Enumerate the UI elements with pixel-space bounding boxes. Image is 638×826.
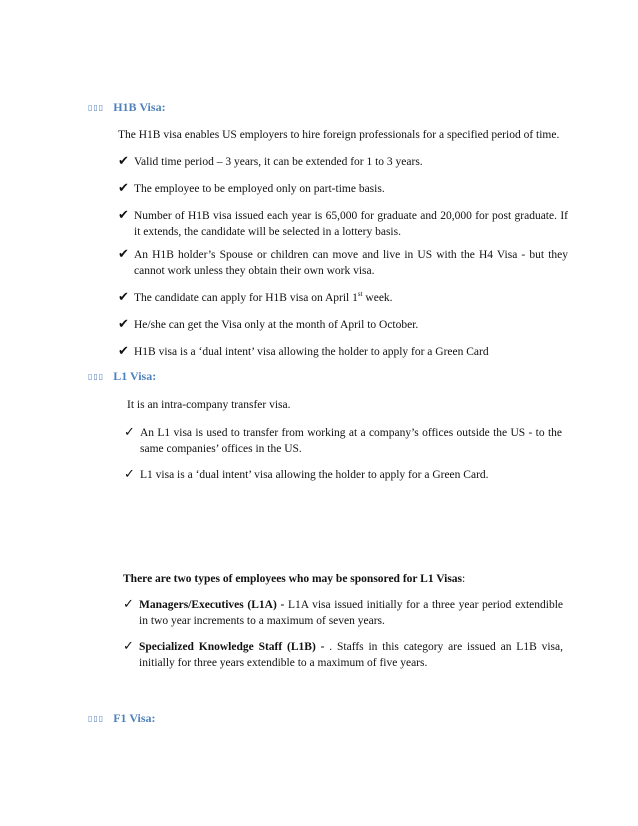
- check-icon: ✔: [118, 154, 129, 169]
- list-item: ✔ The candidate can apply for H1B visa on April 1st week.: [118, 290, 393, 305]
- l1-intro: It is an intra-company transfer visa.: [127, 399, 291, 411]
- list-item: ✔ Number of H1B visa issued each year is 65,000 for graduate and 20,000 for post graduate. If it extends, the candidate will be selected in a lottery basis.: [118, 208, 568, 238]
- list-item: ✔ The employee to be employed only on part-time basis.: [118, 181, 385, 196]
- h1b-title: H1B Visa:: [113, 100, 166, 114]
- heading-marker-icon: ▯▯▯: [88, 103, 105, 112]
- l1-heading: [88, 369, 156, 384]
- list-item: ✓ Specialized Knowledge Staff (L1B) - . Staffs in this category are issued an L1B visa, initially for three years extendible to a maximum of five years.: [123, 639, 563, 669]
- heading-marker-icon: ▯▯▯: [88, 372, 105, 381]
- list-item: ✓ Managers/Executives (L1A) - L1A visa issued initially for a three year period extendible in two year increments to a maximum of seven years.: [123, 597, 563, 627]
- list-item: ✓ An L1 visa is used to transfer from working at a company’s offices outside the US - to the same companies’ offices in the US.: [124, 425, 562, 455]
- list-item: ✔ An H1B holder’s Spouse or children can move and live in US with the H4 Visa - but they cannot work unless they obtain their own work visa.: [118, 247, 568, 277]
- l1-types-heading: There are two types of employees who may be sponsored for L1 Visas:: [123, 573, 466, 585]
- h1b-heading: [88, 100, 166, 115]
- check-icon: ✔: [118, 344, 129, 359]
- check-icon: ✓: [123, 597, 134, 612]
- list-item: ✔ H1B visa is a ‘dual intent’ visa allowing the holder to apply for a Green Card: [118, 344, 489, 359]
- check-icon: ✔: [118, 181, 129, 196]
- f1-heading: [88, 711, 156, 726]
- check-icon: ✓: [124, 425, 135, 440]
- h1b-intro: The H1B visa enables US employers to hire foreign professionals for a specified period of time.: [118, 129, 560, 141]
- list-item: ✓ L1 visa is a ‘dual intent’ visa allowing the holder to apply for a Green Card.: [124, 467, 489, 482]
- l1-title: L1 Visa:: [113, 369, 157, 383]
- heading-marker-icon: ▯▯▯: [88, 714, 105, 723]
- list-item: ✔ He/she can get the Visa only at the month of April to October.: [118, 317, 419, 332]
- list-item: ✔ Valid time period – 3 years, it can be extended for 1 to 3 years.: [118, 154, 423, 169]
- check-icon: ✔: [118, 317, 129, 332]
- check-icon: ✔: [118, 247, 129, 262]
- f1-title: F1 Visa:: [113, 711, 156, 725]
- check-icon: ✔: [118, 290, 129, 305]
- check-icon: ✔: [118, 208, 129, 223]
- check-icon: ✓: [124, 467, 135, 482]
- check-icon: ✓: [123, 639, 134, 654]
